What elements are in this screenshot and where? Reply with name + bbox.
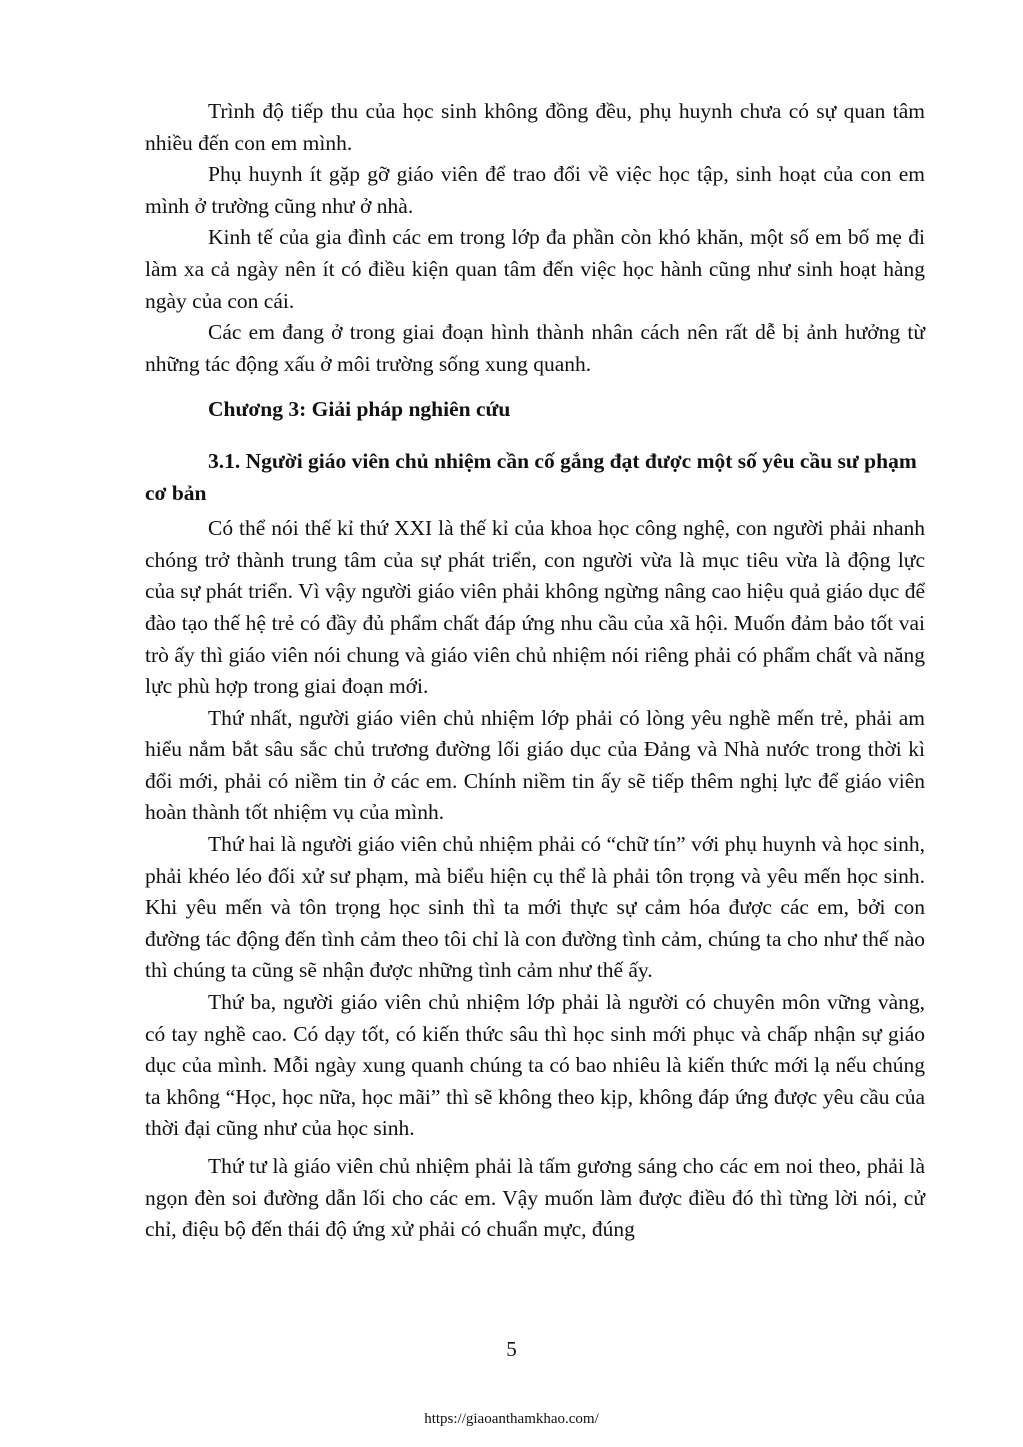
paragraph: Thứ nhất, người giáo viên chủ nhiệm lớp phải có lòng yêu nghề mến trẻ, phải am hiểu nắm bắt sâu sắc chủ trương đường lối giáo dục của Đảng và Nhà nước trong thời kì đổi mới, phải có niềm tin ở các em. Chính niềm tin ấy sẽ tiếp thêm nghị lực để giáo viên hoàn thành tốt nhiệm vụ của mình.: [145, 705, 925, 825]
paragraph: Trình độ tiếp thu của học sinh không đồng đều, phụ huynh chưa có sự quan tâm nhiều đến con em mình.: [145, 99, 925, 155]
paragraph: Các em đang ở trong giai đoạn hình thành nhân cách nên rất dễ bị ảnh hưởng từ những tác động xấu ở môi trường sống xung quanh.: [145, 320, 925, 376]
paragraph: Phụ huynh ít gặp gỡ giáo viên để trao đổi về việc học tập, sinh hoạt của con em mình ở trường cũng như ở nhà.: [145, 162, 925, 218]
paragraph: Thứ hai là người giáo viên chủ nhiệm phải có “chữ tín” với phụ huynh và học sinh, phải khéo léo đối xử sư phạm, mà biểu hiện cụ thể là phải tôn trọng và yêu mến học sinh. Khi yêu mến và tôn trọng học sinh thì ta mới thực sự cảm hóa được các em, bởi con đường tác động đến tình cảm theo tôi chỉ là con đường tình cảm, chúng ta cho như thế nào thì chúng ta cũng sẽ nhận được những tình cảm như thế ấy.: [145, 832, 925, 983]
document-page: [145, 96, 925, 1246]
paragraph: Thứ tư là giáo viên chủ nhiệm phải là tấm gương sáng cho các em noi theo, phải là ngọn đèn soi đường dẫn lối cho các em. Vậy muốn làm được điều đó thì từng lời nói, cử chỉ, điệu bộ đến thái độ ứng xử phải có chuẩn mực, đúng: [145, 1154, 925, 1242]
page-number: 5: [506, 1337, 517, 1361]
chapter-heading: Chương 3: Giải pháp nghiên cứu: [208, 397, 511, 422]
section-heading: 3.1. Người giáo viên chủ nhiệm cần cố gắng đạt được một số yêu cầu sư phạm cơ bản: [145, 448, 917, 505]
paragraph: Có thể nói thế kỉ thứ XXI là thế kỉ của khoa học công nghệ, con người phải nhanh chóng trở thành trung tâm của sự phát triển, con người vừa là mục tiêu vừa là động lực của sự phát triển. Vì vậy người giáo viên phải không ngừng nâng cao hiệu quả giáo dục để đào tạo thế hệ trẻ có đầy đủ phẩm chất đáp ứng nhu cầu của xã hội. Muốn đảm bảo tốt vai trò ấy thì giáo viên nói chung và giáo viên chủ nhiệm nói riêng phải có phẩm chất và năng lực phù hợp trong giai đoạn mới.: [145, 516, 925, 699]
footer-url: https://giaoanthamkhao.com/: [424, 1411, 599, 1427]
paragraph: Kinh tế của gia đình các em trong lớp đa phần còn khó khăn, một số em bố mẹ đi làm xa cả ngày nên ít có điều kiện quan tâm đến việc học hành cũng như sinh hoạt hàng ngày của con cái.: [145, 225, 925, 313]
paragraph: Thứ ba, người giáo viên chủ nhiệm lớp phải là người có chuyên môn vững vàng, có tay nghề cao. Có dạy tốt, có kiến thức sâu thì học sinh mới phục và chấp nhận sự giáo dục của mình. Mỗi ngày xung quanh chúng ta có bao nhiêu là kiến thức mới lạ nếu chúng ta không “Học, học nữa, học mãi” thì sẽ không theo kịp, không đáp ứng được yêu cầu của thời đại cũng như của học sinh.: [145, 990, 925, 1141]
